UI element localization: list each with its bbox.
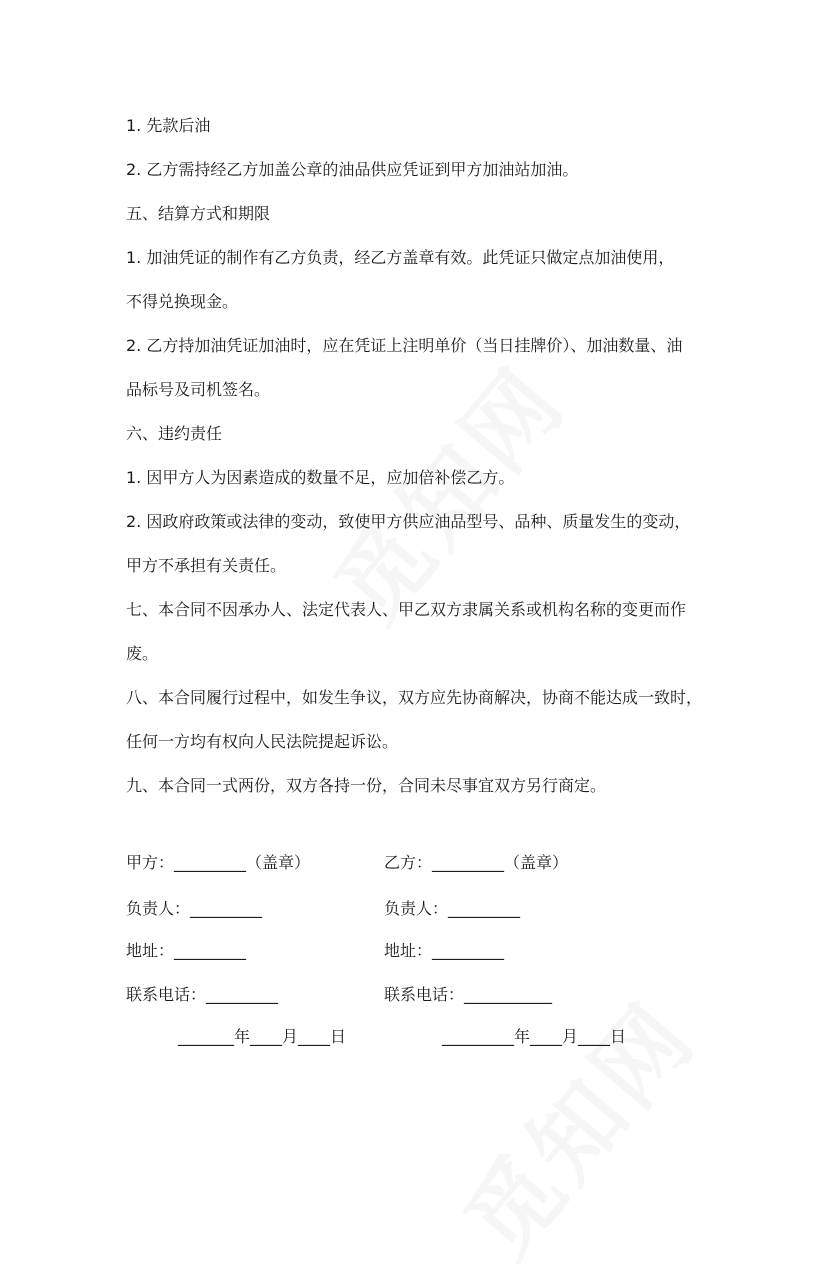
clause-breach-1: 1. 因甲方人为因素造成的数量不足，应加倍补偿乙方。 [126,468,515,487]
party-b-person-line: 负责人：_________ [384,899,521,918]
clause-sec-9: 九、本合同一式两份，双方各持一份，合同未尽事宜双方另行商定。 [126,776,607,795]
party-b-seal-line: 乙方：_________（盖章） [384,853,569,872]
party-a-address-line: 地址：_________ [126,941,247,960]
watermark [430,970,720,1280]
party-b-date-line: _________年____月____日 [442,1027,627,1046]
clause-pay-1: 1. 先款后油 [126,116,211,135]
party-a-date-line: _______年____月____日 [178,1027,347,1046]
party-a-person-line: 负责人：_________ [126,899,263,918]
clause-sec-8-line-1: 八、本合同履行过程中，如发生争议，双方应先协商解决，协商不能达成一致时， [126,688,703,707]
party-a-phone-line: 联系电话：_________ [126,985,279,1004]
party-a-seal-line: 甲方：_________（盖章） [126,853,311,872]
clause-settle-1-line-2: 不得兑换现金。 [126,292,239,311]
clause-breach-2-line-1: 2. 因政府政策或法律的变动，致使甲方供应油品型号、品种、质量发生的变动， [126,512,691,531]
clause-settle-1-line-1: 1. 加油凭证的制作有乙方负责，经乙方盖章有效。此凭证只做定点加油使用， [126,248,675,267]
party-b-address-line: 地址：_________ [384,941,505,960]
party-b-phone-line: 联系电话：___________ [384,985,553,1004]
clause-sec-7-line-2: 废。 [126,644,159,663]
clause-settle-2-line-2: 品标号及司机签名。 [126,380,271,399]
clause-settle-2-line-1: 2. 乙方持加油凭证加油时，应在凭证上注明单价（当日挂牌价）、加油数量、油 [126,336,683,355]
clause-sec-7-line-1: 七、本合同不因承办人、法定代表人、甲乙双方隶属关系或机构名称的变更而作 [126,600,687,619]
section-heading-settlement: 五、结算方式和期限 [126,204,271,223]
clause-pay-2: 2. 乙方需持经乙方加盖公章的油品供应凭证到甲方加油站加油。 [126,160,579,179]
clause-breach-2-line-2: 甲方不承担有关责任。 [126,556,287,575]
section-heading-breach: 六、违约责任 [126,424,223,443]
clause-sec-8-line-2: 任何一方均有权向人民法院提起诉讼。 [126,732,399,751]
